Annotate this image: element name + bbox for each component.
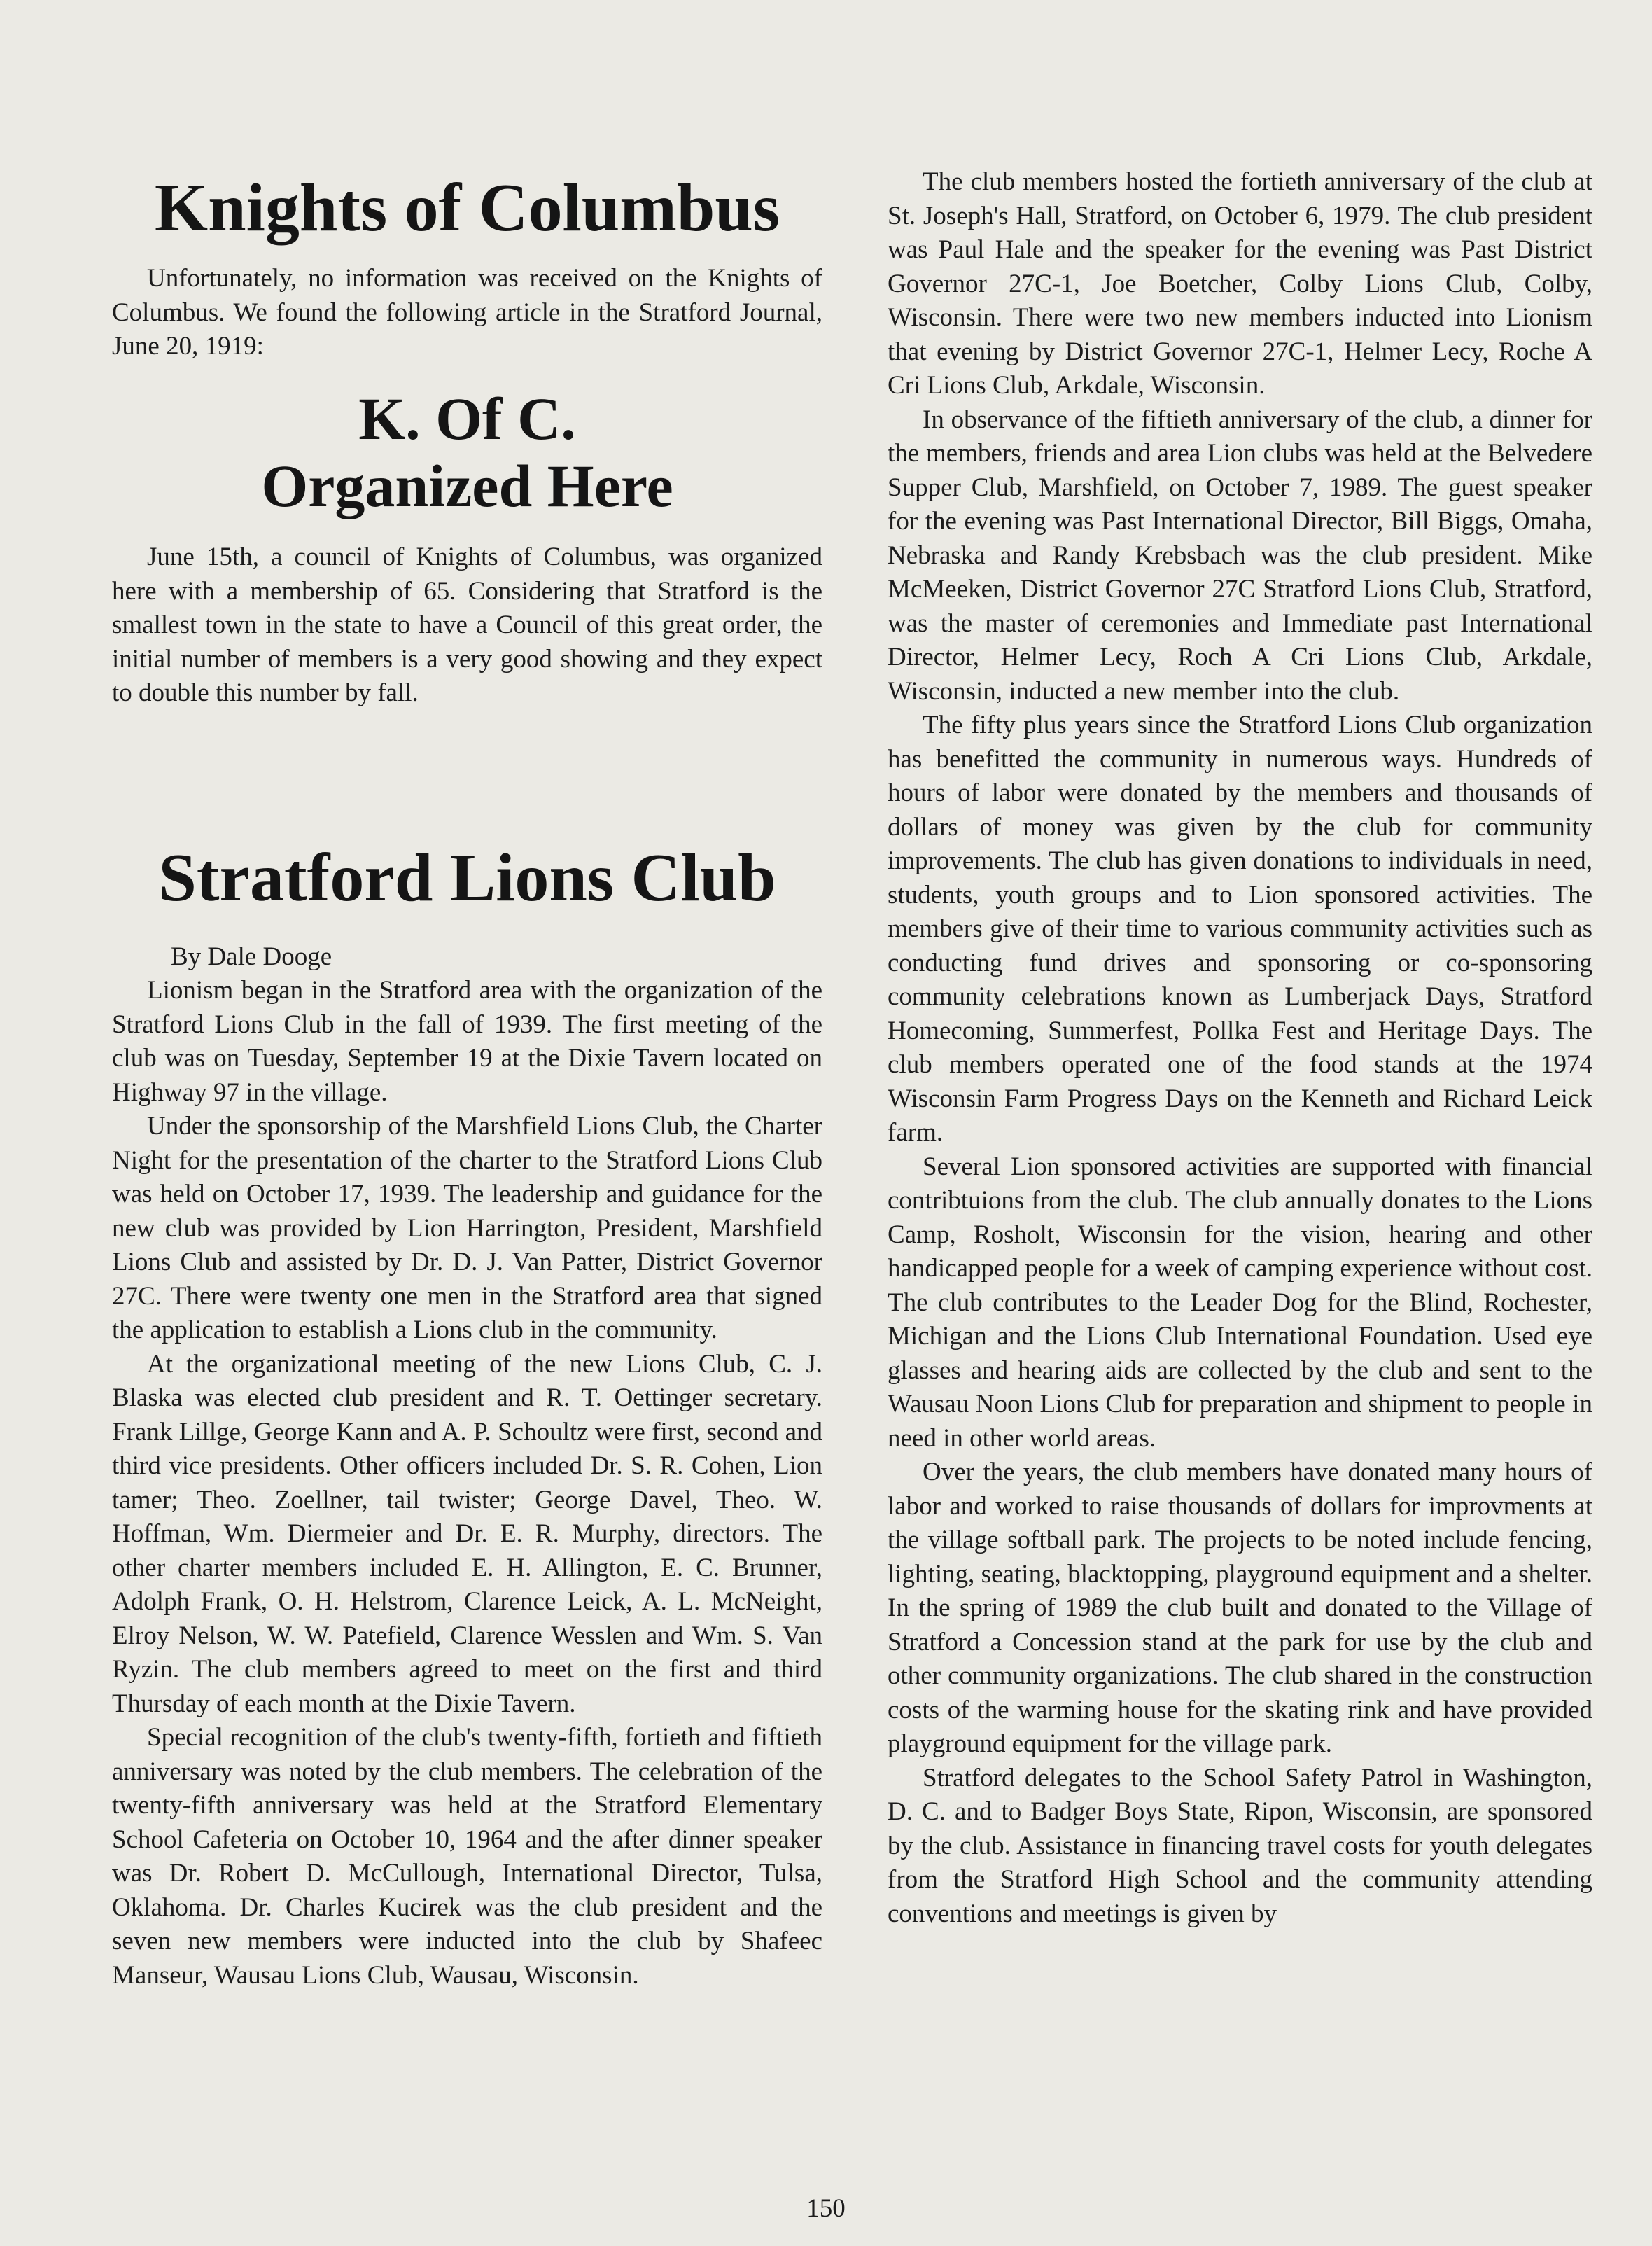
right-column [888,165,1592,1931]
lions-paragraph: The club members hosted the fortieth anniversary of the club at St. Joseph's Hall, Stratford, on October 6, 1979. The club president was Paul Hale and the speaker for the evening was Past District Governor 27C-1, Joe Boetcher, Colby Lions Club, Colby, Wisconsin. There were two new members inducted into Lionism that evening by District Governor 27C-1, Helmer Lecy, Roche A Cri Lions Club, Arkdale, Wisconsin. [888,167,1592,400]
lions-paragraph: The fifty plus years since the Stratford Lions Club organization has benefitted the community in numerous ways. Hundreds of hours of labor were donated by the members and thousands of dollars of money was given by the club for community improvements. The club has given donations to individuals in need, students, youth groups and to Lion sponsored activities. The members give of their time to various community activities such as conducting fund drives and sponsoring or co-sponsoring community celebrations known as Lumberjack Days, Stratford Homecoming, Summerfest, Pollka Fest and Heritage Days. The club members operated one of the food stands at the 1974 Wisconsin Farm Progress Days on the Kenneth and Richard Leick farm. [888,711,1592,1147]
left-column [112,154,822,1993]
lions-paragraph: Several Lion sponsored activities are supported with financial contribtuions from the club. The club annually donates to the Lions Camp, Rosholt, Wisconsin for the vision, hearing and other handicapped people for a week of camping experience without cost. The club contributes to the Leader Dog for the Blind, Rochester, Michigan and the Lions Club International Foundation. Used eye glasses and hearing aids are collected by the club and sent to the Wausau Noon Lions Club for preparation and shipment to people in need in other world areas. [888,1152,1592,1453]
lions-paragraph: Under the sponsorship of the Marshfield Lions Club, the Charter Night for the presentation of the charter to the Stratford Lions Club was held on October 17, 1939. The leadership and guidance for the new club was provided by Lion Harrington, President, Marshfield Lions Club and assisted by Dr. D. J. Van Patter, District Governor 27C. There were twenty one men in the Stratford area that signed the application to establish a Lions club in the community. [112,1112,822,1345]
lions-paragraph: Over the years, the club members have donated many hours of labor and worked to raise thousands of dollars for improvments at the village softball park. The projects to be noted include fencing, lighting, seating, blacktopping, playground equipment and a shelter. In the spring of 1989 the club built and donated to the Village of Stratford a Concession stand at the park for use by the club and other community organizations. The club shared in the construction costs of the warming house for the skating rink and have provided playground equipment for the village park. [888,1458,1592,1758]
article-headline-line1: K. Of C. [358,384,576,452]
knights-of-columbus-title: Knights of Columbus [154,170,780,246]
page-number: 150 [806,2194,846,2223]
lions-paragraph: Lionism began in the Stratford area with the organization of the Stratford Lions Club in the fall of 1939. The first meeting of the club was on Tuesday, September 19 at the Dixie Tavern located on Highway 97 in the village. [112,976,822,1107]
stratford-lions-club-title: Stratford Lions Club [158,839,776,916]
article-headline [112,385,822,520]
lions-paragraph: At the organizational meeting of the new Lions Club, C. J. Blaska was elected club president and R. T. Oettinger secretary. Frank Lillge, George Kann and A. P. Schoultz were first, second and third vice presidents. Other officers included Dr. S. R. Cohen, Lion tamer; Theo. Zoellner, tail twister; George Davel, Theo. W. Hoffman, Wm. Diermeier and Dr. E. R. Murphy, directors. The other charter members included E. H. Allington, E. C. Brunner, Adolph Frank, O. H. Helstrom, Clarence Leick, A. L. McNeight, Elroy Nelson, W. W. Patefield, Clarence Wesslen and Wm. S. Van Ryzin. The club members agreed to meet on the first and third Thursday of each month at the Dixie Tavern. [112,1349,822,1718]
lions-paragraph: Special recognition of the club's twenty-fifth, fortieth and fiftieth anniversary was noted by the club members. The celebration of the twenty-fifth anniversary was held at the Stratford Elementary School Cafeteria on October 10, 1964 and the after dinner speaker was Dr. Robert D. McCullough, International Director, Tulsa, Oklahoma. Dr. Charles Kucirek was the club president and the seven new members were inducted into the club by Shafeec Manseur, Wausau Lions Club, Wausau, Wisconsin. [112,1723,822,1990]
article-headline-line2: Organized Here [261,452,673,519]
byline: By Dale Dooge [171,942,332,971]
knights-intro-paragraph: Unfortunately, no information was received on the Knights of Columbus. We found the following article in the Stratford Journal, June 20, 1919: [112,264,822,361]
article-body-paragraph: June 15th, a council of Knights of Columbus, was organized here with a membership of 65. Considering that Stratford is the smallest town in the state to have a Council of this great order, the initial number of members is a very good showing and they expect to double this number by fall. [112,543,822,708]
lions-paragraph: In observance of the fiftieth anniversary of the club, a dinner for the members, friends and area Lion clubs was held at the Belvedere Supper Club, Marshfield, on October 7, 1989. The guest speaker for the evening was Past International Director, Bill Biggs, Omaha, Nebraska and Randy Krebsbach was the club president. Mike McMeeken, District Governor 27C Stratford Lions Club, Stratford, was the master of ceremonies and Immediate past International Director, Helmer Lecy, Roch A Cri Lions Club, Arkdale, Wisconsin, inducted a new member into the club. [888,405,1592,706]
lions-paragraph: Stratford delegates to the School Safety Patrol in Washington, D. C. and to Badger Boys State, Ripon, Wisconsin, are sponsored by the club. Assistance in financing travel costs for youth delegates from the Stratford High School and the community attending conventions and meetings is given by [888,1763,1592,1928]
